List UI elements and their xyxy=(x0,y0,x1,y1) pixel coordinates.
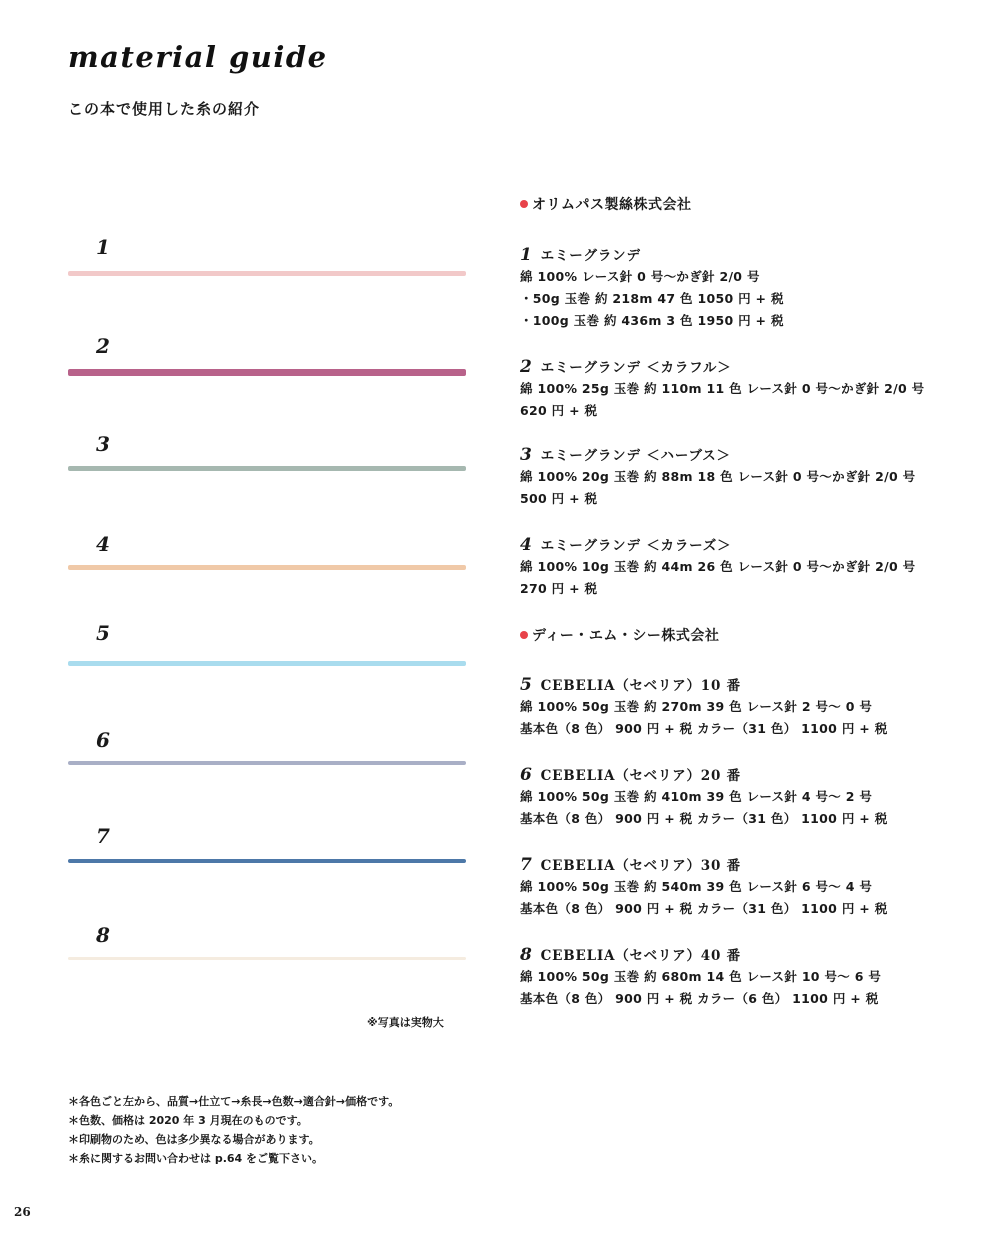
entry-detail: 綿 100% 50g 玉巻 約 540m 39 色 レース針 6 号〜 4 号 xyxy=(520,879,873,894)
entry-number: 5 xyxy=(520,675,533,695)
entry-name: CEBELIA（セベリア）20 番 xyxy=(540,768,741,784)
company-header xyxy=(520,625,719,645)
yarn-strand xyxy=(68,565,466,570)
sample-number: 5 xyxy=(96,621,110,645)
bullet-dot-icon xyxy=(520,631,528,639)
entry-detail: 綿 100% 20g 玉巻 約 88m 18 色 レース針 0 号〜かぎ針 2/0 号 xyxy=(520,469,916,484)
entry-detail: ・100g 玉巻 約 436m 3 色 1950 円 + 税 xyxy=(520,313,784,328)
entry-name: エミーグランデ ＜カラフル＞ xyxy=(540,360,732,376)
entry-detail: 綿 100% 10g 玉巻 約 44m 26 色 レース針 0 号〜かぎ針 2/0 号 xyxy=(520,559,916,574)
footnote: ＊糸に関するお問い合わせは p.64 をご覧下さい。 xyxy=(68,1152,324,1165)
yarn-strand xyxy=(68,661,466,666)
company-header xyxy=(520,194,692,214)
entry-title xyxy=(520,356,960,378)
photo-size-note: ※写真は実物大 xyxy=(367,1016,444,1029)
entry-detail: 綿 100% 25g 玉巻 約 110m 11 色 レース針 0 号〜かぎ針 2/0 号 xyxy=(520,381,925,396)
entry-detail: 620 円 + 税 xyxy=(520,403,598,418)
yarn-entry-3 xyxy=(520,444,960,510)
yarn-strand xyxy=(68,859,466,863)
entry-title xyxy=(520,764,960,786)
entry-detail: 綿 100% 50g 玉巻 約 270m 39 色 レース針 2 号〜 0 号 xyxy=(520,699,873,714)
entry-detail: 綿 100% 50g 玉巻 約 410m 39 色 レース針 4 号〜 2 号 xyxy=(520,789,873,804)
yarn-entry-7 xyxy=(520,854,960,920)
entry-detail: 500 円 + 税 xyxy=(520,491,598,506)
sample-number: 3 xyxy=(96,432,110,456)
yarn-entry-6 xyxy=(520,764,960,830)
entry-detail: 基本色（8 色） 900 円 + 税 カラー（6 色） 1100 円 + 税 xyxy=(520,991,879,1006)
page-title: material guide xyxy=(68,40,328,74)
sample-number: 7 xyxy=(96,824,110,848)
entry-number: 7 xyxy=(520,855,533,875)
entry-title xyxy=(520,854,960,876)
yarn-strand xyxy=(68,369,466,376)
yarn-strand xyxy=(68,761,466,765)
yarn-entry-2 xyxy=(520,356,960,422)
sample-number: 2 xyxy=(96,334,110,358)
entry-name: エミーグランデ ＜カラーズ＞ xyxy=(540,538,732,554)
footnote: ＊印刷物のため、色は多少異なる場合があります。 xyxy=(68,1133,320,1146)
yarn-entry-1 xyxy=(520,244,960,332)
entry-number: 4 xyxy=(520,535,533,555)
entry-name: エミーグランデ xyxy=(540,248,641,264)
entry-number: 6 xyxy=(520,765,533,785)
entry-number: 8 xyxy=(520,945,533,965)
sample-number: 6 xyxy=(96,728,110,752)
entry-number: 3 xyxy=(520,445,533,465)
bullet-dot-icon xyxy=(520,200,528,208)
entry-number: 1 xyxy=(520,245,533,265)
entry-detail: 綿 100% 50g 玉巻 約 680m 14 色 レース針 10 号〜 6 号 xyxy=(520,969,882,984)
entry-detail: 綿 100% レース針 0 号〜かぎ針 2/0 号 xyxy=(520,269,760,284)
entry-detail: ・50g 玉巻 約 218m 47 色 1050 円 + 税 xyxy=(520,291,784,306)
footnote: ＊色数、価格は 2020 年 3 月現在のものです。 xyxy=(68,1114,308,1127)
page-number: 26 xyxy=(14,1205,31,1219)
entry-number: 2 xyxy=(520,357,533,377)
yarn-entry-4 xyxy=(520,534,960,600)
entry-title xyxy=(520,244,960,266)
entry-detail: 基本色（8 色） 900 円 + 税 カラー（31 色） 1100 円 + 税 xyxy=(520,721,888,736)
yarn-strand xyxy=(68,466,466,471)
entry-title xyxy=(520,534,960,556)
yarn-strand xyxy=(68,957,466,960)
company-name: ディー・エム・シー株式会社 xyxy=(532,628,720,644)
entry-detail: 基本色（8 色） 900 円 + 税 カラー（31 色） 1100 円 + 税 xyxy=(520,811,888,826)
entry-detail: 270 円 + 税 xyxy=(520,581,598,596)
yarn-entry-5 xyxy=(520,674,960,740)
entry-name: CEBELIA（セベリア）30 番 xyxy=(540,858,741,874)
entry-title xyxy=(520,944,960,966)
entry-name: CEBELIA（セベリア）40 番 xyxy=(540,948,741,964)
yarn-strand xyxy=(68,271,466,276)
entry-detail: 基本色（8 色） 900 円 + 税 カラー（31 色） 1100 円 + 税 xyxy=(520,901,888,916)
entry-title xyxy=(520,674,960,696)
sample-number: 8 xyxy=(96,923,110,947)
footnote: ＊各色ごと左から、品質→仕立て→糸長→色数→適合針→価格です。 xyxy=(68,1095,400,1108)
company-name: オリムパス製絲株式会社 xyxy=(532,197,692,213)
yarn-entry-8 xyxy=(520,944,960,1010)
sample-number: 1 xyxy=(96,235,110,259)
page-subtitle: この本で使用した糸の紹介 xyxy=(68,100,261,118)
footnotes xyxy=(68,1092,399,1168)
entry-name: エミーグランデ ＜ハーブス＞ xyxy=(540,448,731,464)
entry-title xyxy=(520,444,960,466)
entry-name: CEBELIA（セベリア）10 番 xyxy=(540,678,741,694)
sample-number: 4 xyxy=(96,532,110,556)
